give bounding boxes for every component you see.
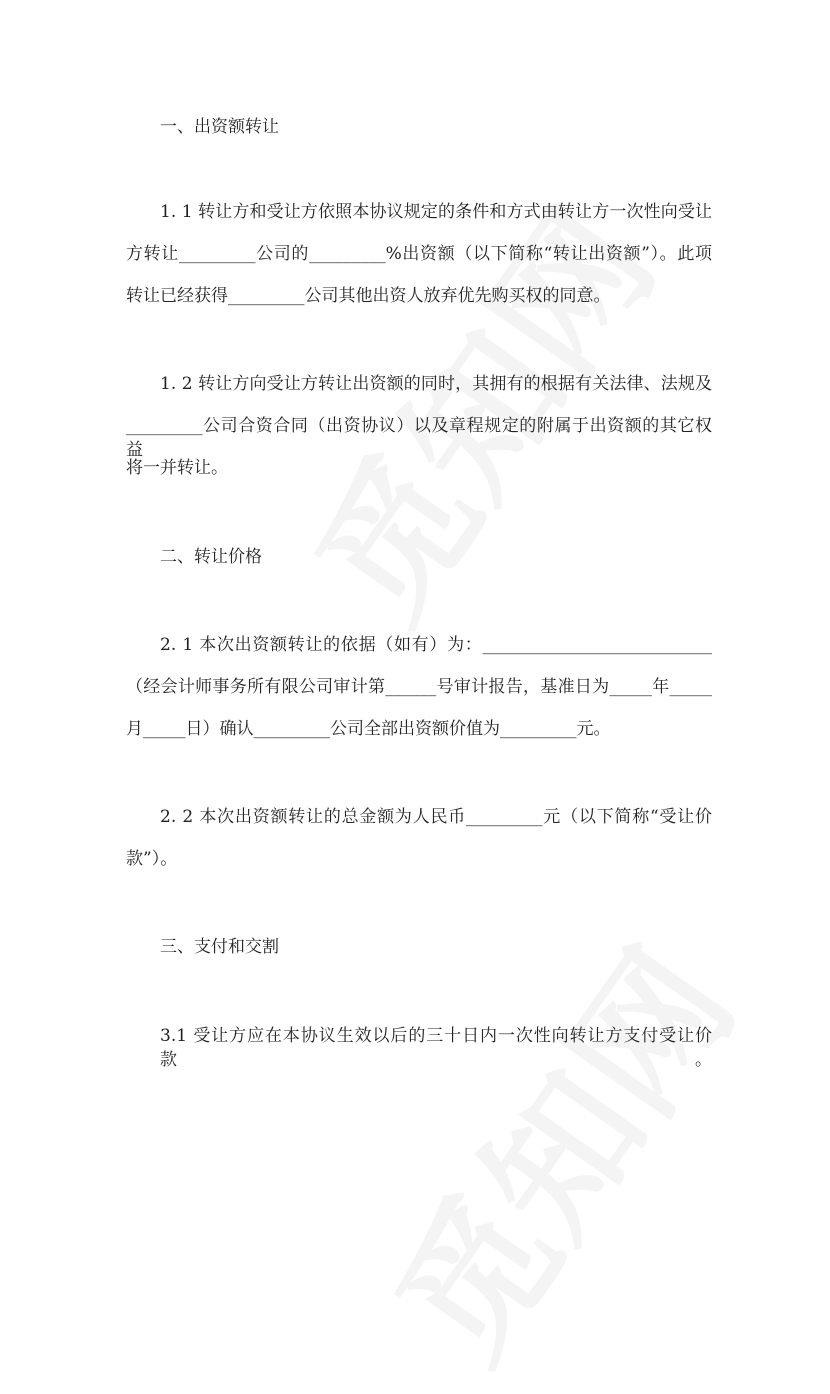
paragraph-line: 3.1 受让方应在本协议生效以后的三十日内一次性向转让方支付受让价款。 xyxy=(160,1026,712,1070)
watermark xyxy=(257,162,692,655)
section-heading-2: 二、转让价格 xyxy=(160,547,262,567)
paragraph-line: 2. 1 本次出资额转让的依据（如有）为：___________________________ xyxy=(160,635,712,655)
paragraph-line: 月_____日）确认_________公司全部出资额价值为_________元。 xyxy=(126,719,611,739)
paragraph-line: 将一并转让。 xyxy=(126,458,228,478)
section-heading-1: 一、出资额转让 xyxy=(160,117,279,137)
paragraph-line: 1. 2 转让方向受让方转让出资额的同时，其拥有的根据有关法律、法规及 xyxy=(160,374,712,394)
watermark xyxy=(337,902,772,1394)
paragraph-line: 转让已经获得_________公司其他出资人放弃优先购买权的同意。 xyxy=(126,286,611,306)
paragraph-line: 2. 2 本次出资额转让的总金额为人民币_________元（以下简称“受让价 xyxy=(160,807,712,827)
paragraph-line: 方转让_________公司的_________%出资额（以下简称“转让出资额”）。此项 xyxy=(126,244,712,264)
paragraph-line: 款”）。 xyxy=(126,849,178,869)
section-heading-3: 三、支付和交割 xyxy=(160,937,279,957)
paragraph-line: 1. 1 转让方和受让方依照本协议规定的条件和方式由转让方一次性向受让 xyxy=(160,202,712,222)
paragraph-line: （经会计师事务所有限公司审计第______号审计报告，基准日为_____年_____ xyxy=(126,677,712,697)
paragraph-line: _________公司合资合同（出资协议）以及章程规定的附属于出资额的其它权益 xyxy=(126,416,712,460)
